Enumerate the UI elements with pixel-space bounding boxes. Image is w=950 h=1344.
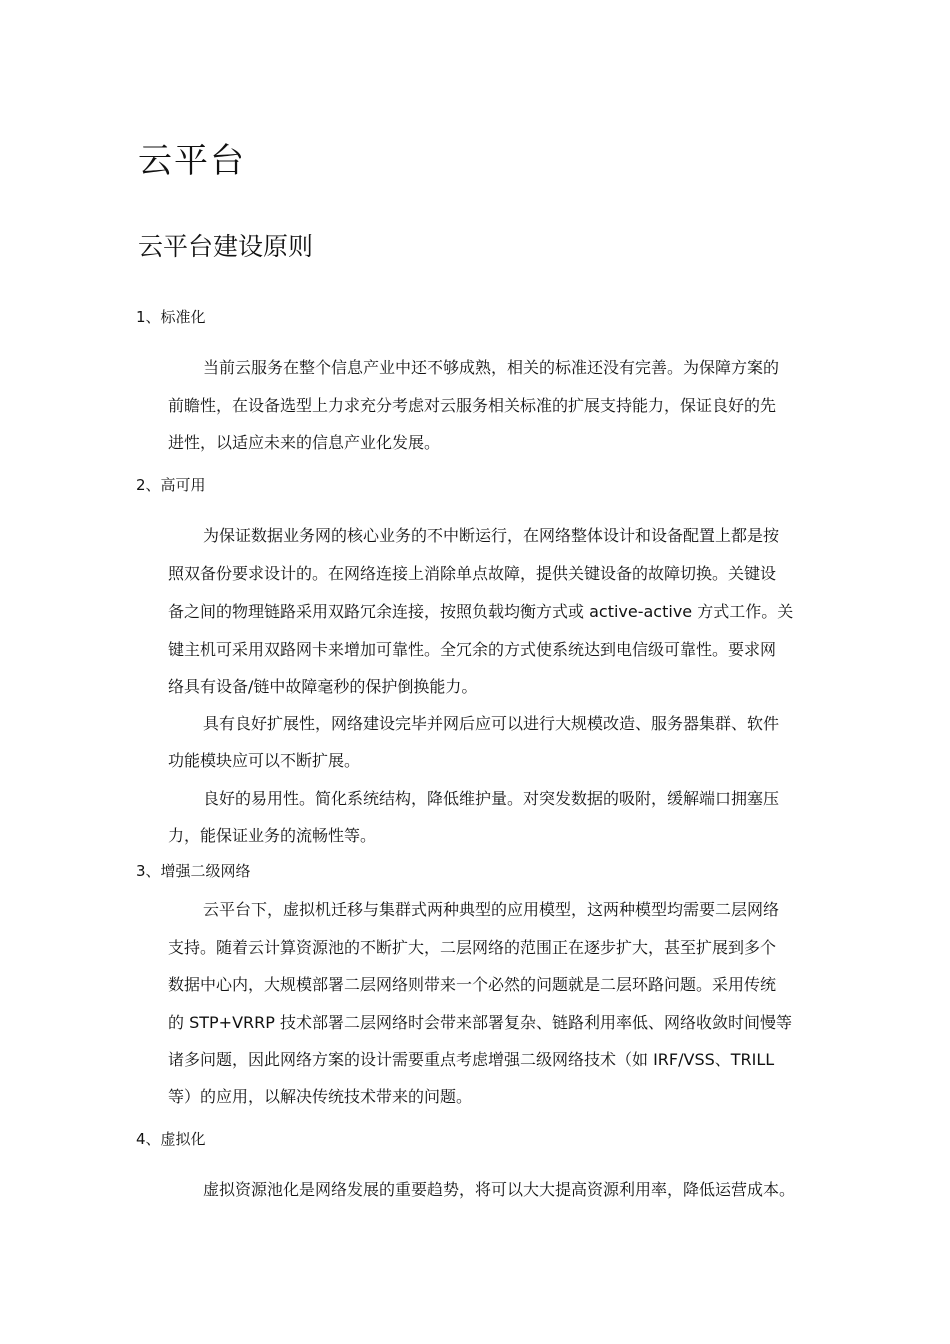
paragraph-line: 支持。随着云计算资源池的不断扩大，二层网络的范围正在逐步扩大，甚至扩展到多个 [168, 938, 777, 957]
heading-virtualization: 4、虚拟化 [136, 1130, 206, 1148]
paragraph-line: 诸多问题，因此网络方案的设计需要重点考虑增强二级网络技术（如 IRF/VSS、TRILL [168, 1050, 775, 1069]
paragraph-line: 络具有设备/链中故障毫秒的保护倒换能力。 [168, 677, 478, 696]
paragraph-line: 虚拟资源池化是网络发展的重要趋势，将可以大大提高资源利用率，降低运营成本。 [203, 1180, 796, 1199]
paragraph-line: 进性，以适应未来的信息产业化发展。 [168, 433, 441, 452]
heading-enhanced-l2-network: 3、增强二级网络 [136, 862, 251, 880]
paragraph-line: 力，能保证业务的流畅性等。 [168, 826, 377, 845]
paragraph-line: 功能模块应可以不断扩展。 [168, 751, 361, 770]
paragraph-line: 云平台下，虚拟机迁移与集群式两种典型的应用模型，这两种模型均需要二层网络 [203, 900, 780, 919]
paragraph-line: 备之间的物理链路采用双路冗余连接，按照负载均衡方式或 active-active 方式工作。关 [168, 602, 794, 621]
document-title: 云平台 [138, 141, 246, 181]
paragraph-line: 等）的应用，以解决传统技术带来的问题。 [168, 1087, 473, 1106]
paragraph-line: 当前云服务在整个信息产业中还不够成熟，相关的标准还没有完善。为保障方案的 [203, 358, 780, 377]
paragraph-line: 键主机可采用双路网卡来增加可靠性。全冗余的方式使系统达到电信级可靠性。要求网 [168, 640, 777, 659]
heading-high-availability: 2、高可用 [136, 476, 206, 494]
paragraph-line: 为保证数据业务网的核心业务的不中断运行，在网络整体设计和设备配置上都是按 [203, 526, 780, 545]
section-title: 云平台建设原则 [138, 232, 314, 261]
paragraph-line: 具有良好扩展性，网络建设完毕并网后应可以进行大规模改造、服务器集群、软件 [203, 714, 780, 733]
heading-standardization: 1、标准化 [136, 308, 206, 326]
paragraph-line: 的 STP+VRRP 技术部署二层网络时会带来部署复杂、链路利用率低、网络收敛时间慢等 [168, 1013, 792, 1032]
paragraph-line: 良好的易用性。简化系统结构，降低维护量。对突发数据的吸附，缓解端口拥塞压 [203, 789, 780, 808]
paragraph-line: 照双备份要求设计的。在网络连接上消除单点故障，提供关键设备的故障切换。关键设 [168, 564, 777, 583]
paragraph-line: 前瞻性，在设备选型上力求充分考虑对云服务相关标准的扩展支持能力，保证良好的先 [168, 396, 777, 415]
paragraph-line: 数据中心内，大规模部署二层网络则带来一个必然的问题就是二层环路问题。采用传统 [168, 975, 777, 994]
